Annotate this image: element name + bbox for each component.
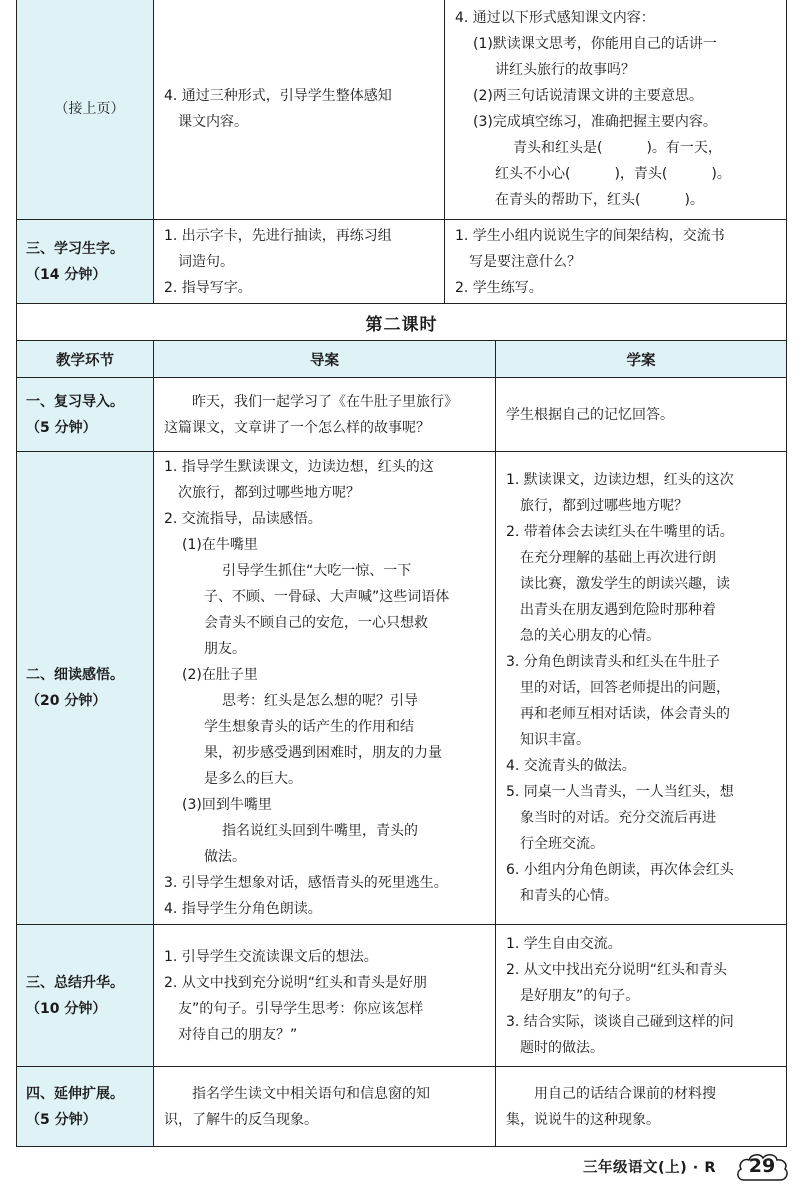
guide-text: 思考：红头是怎么想的呢？引导 (222, 693, 418, 709)
stage-label: （接上页） (54, 101, 125, 117)
table-row (17, 1067, 787, 1147)
guide-text: 昨天，我们一起学习了《在牛肚子里旅行》 (192, 393, 458, 410)
study-text: 和青头的心情。 (520, 888, 618, 904)
fill-line-1: 青头和红头是( )。有一天， (513, 140, 722, 156)
study-text: 用自己的话结合课前的材料搜 (534, 1085, 716, 1102)
stage-cell (17, 452, 154, 925)
stage-label: 四、延伸扩展。 (26, 1085, 124, 1102)
study-text: 是好朋友”的句子。 (520, 987, 640, 1004)
study-text: 1. 学生小组内说说生字的间架结构，交流书 (455, 227, 725, 244)
guide-text: 指名说红头回到牛嘴里，青头的 (222, 823, 418, 839)
table-row (17, 925, 787, 1067)
stage-cell (17, 378, 154, 452)
guide-cell (154, 925, 496, 1067)
study-text: (2)两三句话说清课文讲的主要意思。 (473, 88, 703, 104)
stage-label: 一、复习导入。 (26, 393, 124, 410)
guide-cell (154, 0, 445, 220)
guide-text: 4. 通过三种形式，引导学生整体感知 (164, 88, 392, 104)
study-text: 旅行，都到过哪些地方呢？ (520, 498, 688, 514)
guide-subtitle: (3)回到牛嘴里 (182, 797, 272, 813)
guide-text: 2. 从文中找到充分说明“红头和青头是好朋 (164, 974, 428, 991)
header-guide: 导案 (154, 341, 496, 378)
guide-subtitle: (1)在牛嘴里 (182, 537, 258, 553)
study-text: 写是要注意什么？ (469, 253, 581, 270)
guide-text: 学生想象青头的话产生的作用和结 (204, 719, 414, 735)
study-text: 集，说说牛的这种现象。 (506, 1111, 660, 1128)
table-row (17, 452, 787, 925)
study-cell (445, 0, 787, 220)
stage-cell (17, 1067, 154, 1147)
section-title-row (17, 304, 787, 341)
study-text: 3. 分角色朗读青头和红头在牛肚子 (506, 654, 720, 670)
study-text: 行全班交流。 (520, 836, 604, 852)
section-title: 第二课时 (17, 304, 787, 341)
header-row (17, 341, 787, 378)
stage-label: 三、学习生字。 (26, 240, 124, 257)
study-text: 出青头在朋友遇到危险时那种着 (520, 602, 716, 618)
study-text: 在充分理解的基础上再次进行朗 (520, 550, 716, 566)
study-text: 里的对话，回答老师提出的问题， (520, 680, 730, 696)
study-text: 象当时的对话。充分交流后再进 (520, 810, 716, 826)
guide-text: 识，了解牛的反刍现象。 (164, 1111, 318, 1128)
study-cell (445, 220, 787, 304)
study-text: 1. 默读课文，边读边想，红头的这次 (506, 472, 734, 488)
guide-text: 友”的句子。引导学生思考：你应该怎样 (178, 1000, 424, 1017)
guide-text: 是多么的巨大。 (204, 771, 302, 787)
study-text: 学生根据自己的记忆回答。 (506, 406, 674, 423)
study-text: 3. 结合实际，谈谈自己碰到这样的问 (506, 1013, 734, 1030)
study-text: 4. 交流青头的做法。 (506, 758, 636, 774)
guide-text: 这篇课文，文章讲了一个怎么样的故事呢？ (164, 419, 430, 436)
stage-cell (17, 220, 154, 304)
stage-label: 三、总结升华。 (26, 974, 124, 991)
table-row (17, 0, 787, 220)
study-cell (496, 378, 787, 452)
study-text: 2. 带着体会去读红头在牛嘴里的话。 (506, 524, 734, 540)
study-text: 知识丰富。 (520, 732, 590, 748)
header-stage: 教学环节 (17, 341, 154, 378)
stage-time: （5 分钟） (26, 419, 97, 436)
study-text: 2. 从文中找出充分说明“红头和青头 (506, 961, 728, 978)
study-text: 1. 学生自由交流。 (506, 935, 622, 952)
guide-text: 课文内容。 (178, 114, 248, 130)
guide-text: 1. 指导学生默读课文，边读边想，红头的这 (164, 459, 434, 475)
table-row (17, 220, 787, 304)
guide-cell (154, 378, 496, 452)
header-study: 学案 (496, 341, 787, 378)
study-text: 再和老师互相对话读，体会青头的 (520, 706, 730, 722)
guide-subtitle: (2)在肚子里 (182, 667, 258, 683)
guide-text: 果，初步感受遇到困难时，朋友的力量 (204, 745, 442, 761)
study-text: 讲红头旅行的故事吗？ (495, 62, 635, 78)
study-text: 4. 通过以下形式感知课文内容： (455, 10, 655, 26)
guide-text: 3. 引导学生想象对话，感悟青头的死里逃生。 (164, 875, 448, 891)
guide-text: 对待自己的朋友？” (178, 1026, 298, 1043)
guide-text: 2. 指导写字。 (164, 279, 252, 296)
guide-text: 2. 交流指导，品读感悟。 (164, 511, 322, 527)
guide-cell (154, 452, 496, 925)
guide-text: 朋友。 (204, 641, 246, 657)
stage-time: （20 分钟） (26, 693, 107, 709)
guide-text: 指名学生读文中相关语句和信息窗的知 (192, 1085, 430, 1102)
book-label: 三年级语文(上) · R (583, 1160, 717, 1176)
stage-time: （10 分钟） (26, 1000, 107, 1017)
guide-text: 1. 引导学生交流读课文后的想法。 (164, 948, 378, 965)
guide-text: 次旅行，都到过哪些地方呢？ (178, 485, 360, 501)
stage-cell (17, 925, 154, 1067)
table-row (17, 378, 787, 452)
fill-line-3: 在青头的帮助下，红头( )。 (495, 192, 704, 208)
study-text: (3)完成填空练习，准确把握主要内容。 (473, 114, 717, 130)
lesson-table-part1 (16, 0, 787, 304)
guide-text: 词造句。 (178, 253, 234, 270)
study-cell (496, 452, 787, 925)
study-cell (496, 925, 787, 1067)
study-text: 题时的做法。 (520, 1039, 604, 1056)
guide-text: 子、不顾、一骨碌、大声喊”这些词语体 (204, 589, 450, 605)
study-text: 2. 学生练写。 (455, 279, 543, 296)
stage-cell (17, 0, 154, 220)
guide-text: 做法。 (204, 849, 246, 865)
page-number: 29 (748, 1155, 776, 1177)
guide-text: 1. 出示字卡，先进行抽读，再练习组 (164, 227, 392, 244)
study-cell (496, 1067, 787, 1147)
lesson-table-part2 (16, 303, 787, 1147)
stage-label: 二、细读感悟。 (26, 667, 124, 683)
study-text: (1)默读课文思考，你能用自己的话讲一 (473, 36, 717, 52)
stage-time: （14 分钟） (26, 266, 107, 283)
guide-text: 4. 指导学生分角色朗读。 (164, 901, 322, 917)
fill-line-2: 红头不小心( )，青头( )。 (495, 166, 731, 182)
study-text: 5. 同桌一人当青头，一人当红头，想 (506, 784, 734, 800)
guide-text: 引导学生抓住“大吃一惊、一下 (222, 563, 412, 579)
stage-time: （5 分钟） (26, 1111, 97, 1128)
study-text: 6. 小组内分角色朗读，再次体会红头 (506, 862, 734, 878)
study-text: 读比赛，激发学生的朗读兴趣，读 (520, 576, 730, 592)
guide-cell (154, 220, 445, 304)
study-text: 急的关心朋友的心情。 (520, 628, 660, 644)
guide-cell (154, 1067, 496, 1147)
guide-text: 会青头不顾自己的安危，一心只想救 (204, 615, 428, 631)
page-number-badge (734, 1150, 790, 1184)
